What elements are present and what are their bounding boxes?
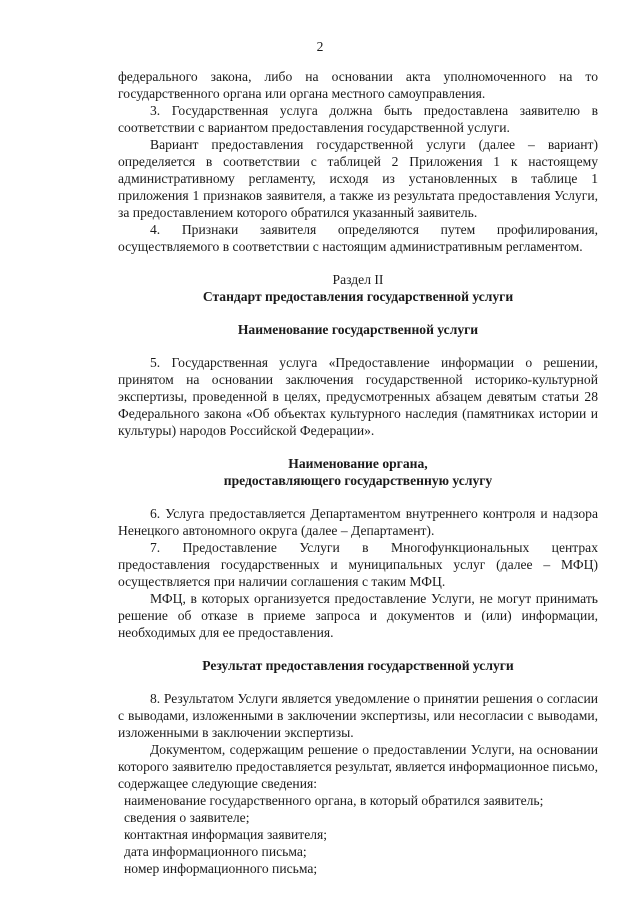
paragraph-3: 3. Государственная услуга должна быть предоставлена заявителю в соответствии с вариантом предоставления государственной услуги.: [118, 103, 598, 135]
paragraph-8: 8. Результатом Услуги является уведомление о принятии решения о согласии с выводами, изложенными в заключении экспертизы, или несогласии с выводами, изложенными в заключении экспертизы.: [118, 691, 598, 740]
paragraph-4: 4. Признаки заявителя определяются путем профилирования, осуществляемого в соответствии с настоящим административным регламентом.: [118, 222, 598, 254]
section-label: Раздел II: [332, 272, 384, 287]
heading-service-name: Наименование государственной услуги: [237, 322, 479, 337]
paragraph-mfc: МФЦ, в которых организуется предоставление Услуги, не могут принимать решение об отказе в приеме запроса и документов и (или) информации, необходимых для ее предоставления.: [118, 591, 598, 640]
paragraph-document: Документом, содержащим решение о предоставлении Услуги, на основании которого заявителю предоставляется результат, является информационное письмо, содержащее следующие сведения:: [118, 742, 598, 791]
paragraph-variant: Вариант предоставления государственной услуги (далее – вариант) определяется в соответствии с таблицей 2 Приложения 1 к настоящему административному регламенту, исходя из установленных в таблице 1 приложения 1 признаков заявителя, а также из результата предоставления Услуги, за предоставлением которого обратился указанный заявитель.: [118, 137, 598, 220]
list-item: номер информационного письма;: [124, 861, 318, 876]
page-number: 2: [316, 39, 324, 54]
heading-org-line1: Наименование органа,: [288, 456, 428, 471]
info-letter-list: [118, 792, 598, 877]
section-title: Стандарт предоставления государственной услуги: [202, 289, 514, 304]
list-item: наименование государственного органа, в который обратился заявитель;: [124, 793, 544, 808]
heading-result: Результат предоставления государственной услуги: [202, 658, 514, 673]
paragraph-5: 5. Государственная услуга «Предоставление информации о решении, принятом на основании заключения государственной историко-культурной экспертизы, проведенной в целях, предусмотренных абзацем девятым статьи 28 Федерального закона «Об объектах культурного наследия (памятниках истории и культуры) народов Российской Федерации».: [118, 355, 598, 438]
heading-org-line2: предоставляющего государственную услугу: [223, 473, 493, 488]
list-item: сведения о заявителе;: [124, 810, 250, 825]
document-body: [118, 68, 598, 877]
list-item: дата информационного письма;: [124, 844, 307, 859]
list-item: контактная информация заявителя;: [124, 827, 328, 842]
paragraph-6: 6. Услуга предоставляется Департаментом внутреннего контроля и надзора Ненецкого автономного округа (далее – Департамент).: [118, 506, 598, 538]
paragraph-7: 7. Предоставление Услуги в Многофункциональных центрах предоставления государственных и муниципальных услуг (далее – МФЦ) осуществляется при наличии соглашения с таким МФЦ.: [118, 540, 598, 589]
paragraph-continuation: федерального закона, либо на основании акта уполномоченного на то государственного органа или органа местного самоуправления.: [118, 69, 598, 101]
